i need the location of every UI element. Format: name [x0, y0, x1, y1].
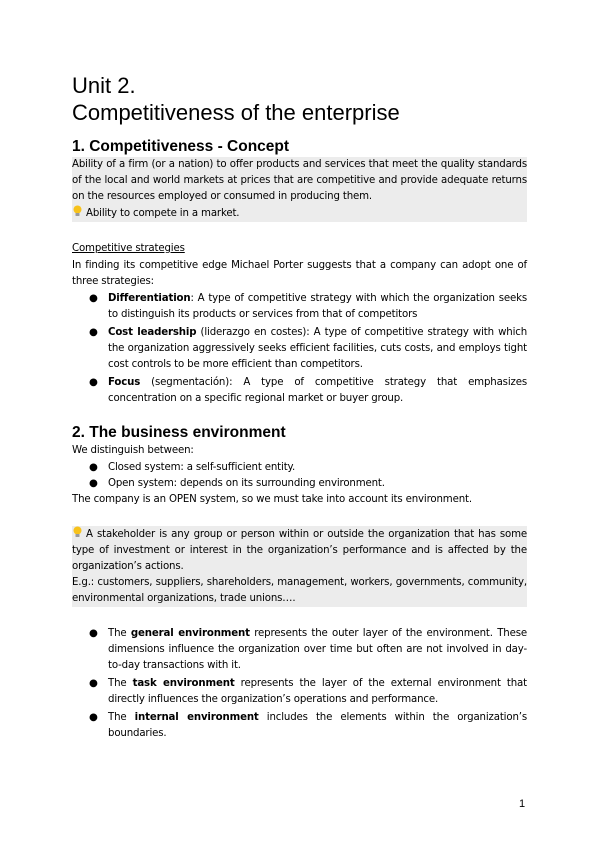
list-item	[72, 291, 527, 323]
strategy-text: : A type of competitive strategy that emphasizes concentration on a specific regional market or buyer group.	[108, 377, 527, 404]
strategy-term: Differentiation	[108, 293, 191, 304]
bullet-dot-icon: ●	[89, 678, 98, 689]
document-title	[72, 72, 400, 126]
strategy-term: Cost leadership	[108, 327, 197, 338]
open-system-note: The company is an OPEN system, so we must take into account its environment.	[72, 494, 472, 505]
strategy-text: : A type of competitive strategy with which the organization aggressively seeks efficient facilities, cuts costs, and employs tight cost controls to be more efficient than competitors.	[108, 327, 528, 370]
bullet-dot-icon: ●	[89, 478, 98, 489]
bullet-dot-icon: ●	[89, 462, 98, 473]
tip-text: Ability to compete in a market.	[86, 208, 240, 219]
stakeholder-examples: E.g.: customers, suppliers, shareholders, management, workers, governments, community, environmental organizations, trade unions….	[72, 577, 527, 604]
bullet-dot-icon: ●	[89, 712, 98, 723]
env-pre: The	[108, 712, 135, 723]
section-2-heading: 2. The business environment	[72, 424, 286, 441]
list-item	[72, 325, 527, 373]
environment-list	[72, 626, 527, 744]
strategies-list	[72, 291, 527, 409]
section-1-heading: 1. Competitiveness - Concept	[72, 138, 290, 155]
lightbulb-icon	[72, 205, 83, 217]
env-term: task environment	[132, 678, 235, 689]
strategies-intro: In finding its competitive edge Michael Porter suggests that a company can adopt one of three strategies:	[72, 260, 527, 287]
env-text: represents the layer of the external environment that directly influences the organization’s operations and performance.	[108, 678, 527, 705]
env-pre: The	[108, 678, 133, 689]
strategy-term: Focus	[108, 377, 141, 388]
env-text: includes the elements within the organization’s boundaries.	[108, 712, 527, 739]
definition-box	[72, 157, 527, 222]
title-line-1: Unit 2.	[72, 73, 136, 98]
lightbulb-icon	[72, 526, 83, 538]
env-term: internal environment	[134, 712, 259, 723]
list-item	[72, 460, 527, 476]
bullet-dot-icon: ●	[89, 377, 98, 388]
bullet-dot-icon: ●	[89, 293, 98, 304]
title-line-2: Competitiveness of the enterprise	[72, 100, 400, 125]
system-text: Closed system: a self-sufficient entity.	[108, 462, 296, 473]
stakeholder-box	[72, 526, 527, 607]
competitive-strategies-subheading	[72, 241, 527, 257]
systems-intro: We distinguish between:	[72, 445, 194, 456]
strategy-paren: (liderazgo en costes)	[196, 327, 307, 338]
bullet-dot-icon: ●	[89, 327, 98, 338]
env-text: represents the outer layer of the environment. These dimensions influence the organization over time but often are not involved in day-to-day transactions with it.	[108, 628, 528, 671]
systems-list	[72, 460, 527, 492]
tip-line	[72, 208, 239, 219]
env-term: general environment	[130, 628, 250, 639]
list-item	[72, 710, 527, 742]
bullet-dot-icon: ●	[89, 628, 98, 639]
list-item	[72, 476, 527, 492]
strategy-paren: (segmentación)	[140, 377, 230, 388]
strategy-text: : A type of competitive strategy with which the organization seeks to distinguish its products or services from that of competitors	[108, 293, 527, 320]
list-item	[72, 626, 527, 674]
stakeholder-definition: A stakeholder is any group or person within or outside the organization that has some type of investment or interest in the organization’s performance and is affected by the organization’s actions.	[72, 529, 527, 572]
subheading-text: Competitive strategies	[72, 243, 185, 254]
definition-text: Ability of a firm (or a nation) to offer products and services that meet the quality standards of the local and world markets at prices that are competitive and provide adequate returns on the resources employed or consumed in producing them.	[72, 159, 527, 202]
list-item	[72, 375, 527, 407]
system-text: Open system: depends on its surrounding environment.	[108, 478, 385, 489]
page-number: 1	[519, 798, 526, 810]
env-pre: The	[108, 628, 131, 639]
list-item	[72, 676, 527, 708]
